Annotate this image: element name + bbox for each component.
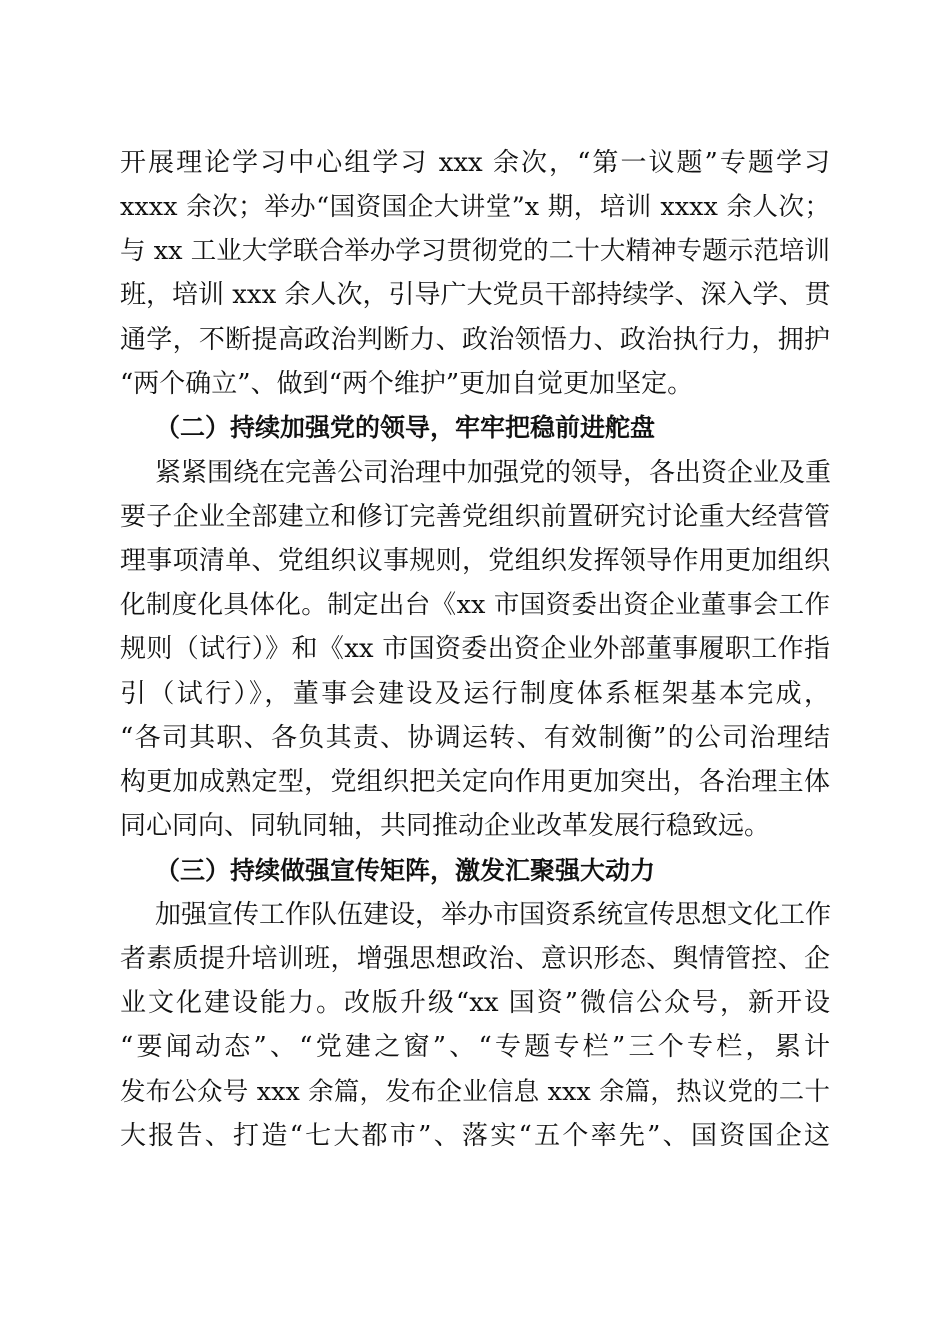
paragraph-line: 开展理论学习中心组学习 xxx 余次，“第一议题”专题学习 [120,148,830,178]
paragraph-line: 理事项清单、党组织议事规则，党组织发挥领导作用更加组织 [120,546,830,576]
paragraph-line: 构更加成熟定型，党组织把关定向作用更加突出，各治理主体 [120,767,830,797]
paragraph-line: 引（试行）》，董事会建设及运行制度体系框架基本完成， [120,679,830,709]
paragraph-line: “要闻动态”、“党建之窗”、“专题专栏”三个专栏，累计 [120,1032,830,1062]
section-heading-2: （二）持续加强党的领导，牢牢把稳前进舵盘 [155,413,656,442]
paragraph-line: 要子企业全部建立和修订完善党组织前置研究讨论重大经营管 [120,502,830,532]
paragraph-line: 规则（试行）》和《xx 市国资委出资企业外部董事履职工作指 [120,634,830,664]
paragraph-line: 加强宣传工作队伍建设，举办市国资系统宣传思想文化工作 [155,900,832,930]
paragraph-line: xxxx 余次；举办“国资国企大讲堂”x 期，培训 xxxx 余人次； [120,192,830,222]
paragraph-line: 同心同向、同轨同轴，共同推动企业改革发展行稳致远。 [120,811,771,841]
paragraph-line: 大报告、打造“七大都市”、落实“五个率先”、国资国企这 [120,1121,830,1151]
paragraph-line: “各司其职、各负其责、协调运转、有效制衡”的公司治理结 [120,723,830,753]
section-heading-3: （三）持续做强宣传矩阵，激发汇聚强大动力 [155,856,656,885]
paragraph-line: 业文化建设能力。改版升级“xx 国资”微信公众号，新开设 [120,988,830,1018]
paragraph-line: 通学，不断提高政治判断力、政治领悟力、政治执行力，拥护 [120,325,830,355]
paragraph-line: 班，培训 xxx 余人次，引导广大党员干部持续学、深入学、贯 [120,280,831,310]
paragraph-line: 紧紧围绕在完善公司治理中加强党的领导，各出资企业及重 [155,458,832,488]
paragraph-line: 与 xx 工业大学联合举办学习贯彻党的二十大精神专题示范培训 [120,236,830,266]
paragraph-line: 化制度化具体化。制定出台《xx 市国资委出资企业董事会工作 [120,590,830,620]
paragraph-line: 者素质提升培训班，增强思想政治、意识形态、舆情管控、企 [120,944,830,974]
paragraph-line: “两个确立”、做到“两个维护”更加自觉更加坚定。 [120,369,694,399]
paragraph-line: 发布公众号 xxx 余篇，发布企业信息 xxx 余篇，热议党的二十 [120,1077,830,1107]
